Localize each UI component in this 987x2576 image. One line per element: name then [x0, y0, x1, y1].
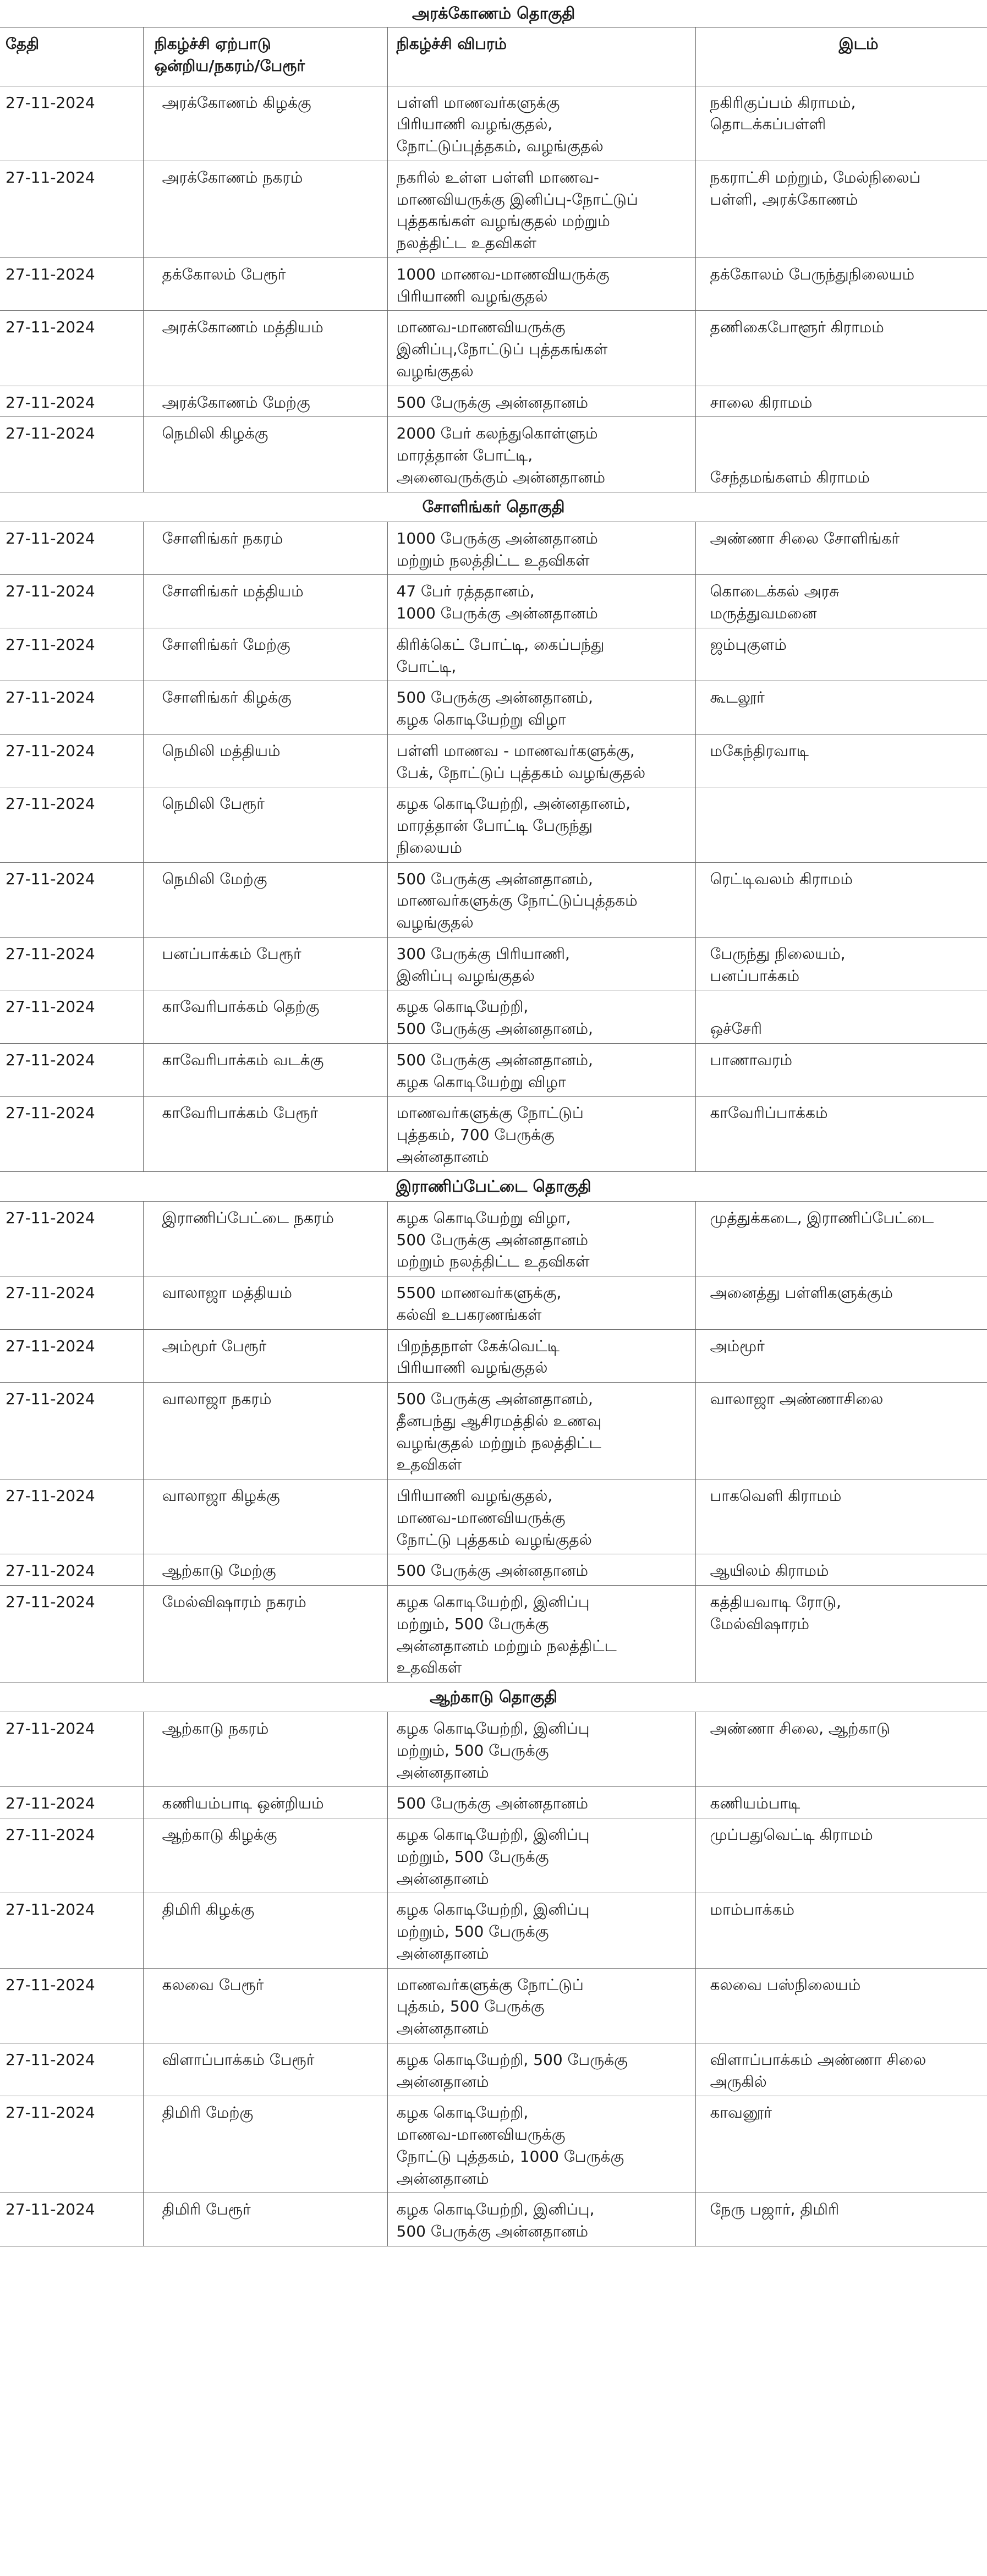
place-cell [695, 734, 987, 787]
organizer-cell: ஆற்காடு நகரம் [143, 1712, 387, 1787]
place-line: மாம்பாக்கம் [710, 1900, 795, 1919]
place-line: நேரு பஜார், திமிரி [710, 2200, 840, 2219]
date-cell: 27-11-2024 [0, 2096, 143, 2193]
event-cell [387, 1043, 695, 1097]
event-line: பிரியாணி வழங்குதல் [396, 1358, 548, 1377]
header-event: நிகழ்ச்சி விபரம் [387, 28, 695, 86]
place-line: ஒச்சேரி [710, 1020, 762, 1038]
organizer-cell: மேல்விஷாரம் நகரம் [143, 1586, 387, 1682]
place-cell [695, 417, 987, 492]
place-cell [695, 1276, 987, 1330]
date-cell: 27-11-2024 [0, 2043, 143, 2096]
event-line: பேக், நோட்டுப் புத்தகம் வழங்குதல் [396, 763, 646, 782]
event-cell [387, 257, 695, 311]
event-line: 500 பேருக்கு அன்னதானம், [396, 1050, 593, 1069]
table-row [0, 257, 987, 311]
place-line: சாலை கிராமம் [710, 393, 813, 412]
date-cell: 27-11-2024 [0, 1201, 143, 1276]
organizer-cell: ஆற்காடு கிழக்கு [143, 1818, 387, 1893]
event-line: அன்னதானம் [396, 1944, 489, 1963]
header-organizer [143, 28, 387, 86]
date-cell: 27-11-2024 [0, 1043, 143, 1097]
date-cell: 27-11-2024 [0, 386, 143, 417]
event-cell [387, 862, 695, 937]
place-cell [695, 1201, 987, 1276]
organizer-cell: சோளிங்கர் மத்தியம் [143, 575, 387, 628]
event-cell [387, 1968, 695, 2043]
date-cell: 27-11-2024 [0, 2193, 143, 2246]
event-cell [387, 1893, 695, 1968]
date-cell: 27-11-2024 [0, 1818, 143, 1893]
date-cell: 27-11-2024 [0, 862, 143, 937]
date-cell: 27-11-2024 [0, 1586, 143, 1682]
organizer-cell: காவேரிபாக்கம் தெற்கு [143, 990, 387, 1044]
date-cell: 27-11-2024 [0, 628, 143, 681]
place-line [710, 996, 982, 1018]
place-line: கொடைக்கல் அரசு [710, 582, 840, 601]
place-cell [695, 1818, 987, 1893]
event-line: வழங்குதல் மற்றும் நலத்திட்ட [396, 1433, 601, 1452]
event-line: மாணவ-மாணவியருக்கு [396, 2125, 566, 2144]
event-line: 500 பேருக்கு அன்னதானம், [396, 869, 593, 888]
place-cell [695, 1893, 987, 1968]
section-title: இராணிப்பேட்டை தொகுதி [0, 1171, 987, 1201]
place-cell [695, 522, 987, 575]
table-row [0, 734, 987, 787]
event-cell [387, 1712, 695, 1787]
event-line: மாரத்தான் போட்டி பேருந்து [396, 816, 593, 835]
event-line: நகரில் உள்ள பள்ளி மாணவ- [396, 168, 600, 187]
date-cell: 27-11-2024 [0, 1968, 143, 2043]
organizer-cell: கலவை பேரூர் [143, 1968, 387, 2043]
event-cell [387, 2096, 695, 2193]
organizer-cell: அரக்கோணம் மேற்கு [143, 386, 387, 417]
event-cell [387, 1097, 695, 1171]
organizer-cell: நெமிலி மத்தியம் [143, 734, 387, 787]
place-line: தொடக்கப்பள்ளி [710, 115, 826, 134]
place-line: அனைத்து பள்ளிகளுக்கும் [710, 1284, 893, 1302]
event-cell [387, 1818, 695, 1893]
event-line: கழக கொடியேற்றி, இனிப்பு [396, 1900, 590, 1919]
table-row [0, 575, 987, 628]
date-cell: 27-11-2024 [0, 161, 143, 257]
event-line: 500 பேருக்கு அன்னதானம் [396, 393, 589, 412]
place-line: மகேந்திரவாடி [710, 741, 809, 760]
organizer-cell: வாலாஜா மத்தியம் [143, 1276, 387, 1330]
event-line: 500 பேருக்கு அன்னதானம் [396, 1794, 589, 1813]
table-body [0, 86, 987, 2246]
table-row [0, 1201, 987, 1276]
event-line: கழக கொடியேற்று விழா [396, 710, 566, 729]
place-cell [695, 1968, 987, 2043]
place-cell [695, 1586, 987, 1682]
event-cell [387, 417, 695, 492]
event-line: நலத்திட்ட உதவிகள் [396, 234, 537, 253]
organizer-cell: காவேரிபாக்கம் வடக்கு [143, 1043, 387, 1097]
event-cell [387, 787, 695, 862]
place-cell [695, 1787, 987, 1818]
event-line: மற்றும், 500 பேருக்கு [396, 1614, 549, 1633]
table-row [0, 2043, 987, 2096]
table-row [0, 386, 987, 417]
event-line: மற்றும், 500 பேருக்கு [396, 1922, 549, 1941]
event-line: பள்ளி மாணவ - மாணவர்களுக்கு, [396, 741, 635, 760]
table-row [0, 1893, 987, 1968]
date-cell: 27-11-2024 [0, 734, 143, 787]
event-line: மற்றும் நலத்திட்ட உதவிகள் [396, 1252, 590, 1271]
place-line: கூடலூர் [710, 688, 765, 707]
event-cell [387, 161, 695, 257]
organizer-cell: திமிரி கிழக்கு [143, 1893, 387, 1968]
date-cell: 27-11-2024 [0, 575, 143, 628]
place-line: பாகவெளி கிராமம் [710, 1487, 842, 1505]
event-cell [387, 86, 695, 161]
table-row [0, 2193, 987, 2246]
table-row [0, 1479, 987, 1554]
event-line: மாணவியருக்கு இனிப்பு-நோட்டுப் [396, 190, 638, 209]
event-cell [387, 681, 695, 735]
event-line: 5500 மாணவர்களுக்கு, [396, 1284, 562, 1302]
event-line: 500 பேருக்கு அன்னதானம், [396, 1390, 593, 1408]
event-cell [387, 1201, 695, 1276]
event-line: நோட்டுப்புத்தகம், வழங்குதல் [396, 137, 604, 156]
place-cell [695, 937, 987, 990]
event-line: மாணவர்களுக்கு நோட்டுப் [396, 1975, 584, 1994]
place-line: ஜம்புகுளம் [710, 635, 787, 654]
event-cell [387, 734, 695, 787]
event-line: மாரத்தான் போட்டி, [396, 446, 533, 465]
date-cell: 27-11-2024 [0, 1276, 143, 1330]
organizer-cell: நெமிலி கிழக்கு [143, 417, 387, 492]
date-cell: 27-11-2024 [0, 1097, 143, 1171]
organizer-cell: திமிரி மேற்கு [143, 2096, 387, 2193]
event-line: கழக கொடியேற்றி, இனிப்பு [396, 1719, 590, 1738]
date-cell: 27-11-2024 [0, 937, 143, 990]
place-cell [695, 311, 987, 386]
table-row [0, 1968, 987, 2043]
section-title: ஆற்காடு தொகுதி [0, 1682, 987, 1712]
event-line: கிரிக்கெட் போட்டி, கைப்பந்து [396, 635, 605, 654]
event-cell [387, 628, 695, 681]
section-header-row [0, 1682, 987, 1712]
place-line: பேருந்து நிலையம், [710, 944, 846, 963]
event-line: 1000 மாணவ-மாணவியருக்கு [396, 265, 610, 283]
table-row [0, 937, 987, 990]
event-cell [387, 1787, 695, 1818]
event-cell [387, 2193, 695, 2246]
header-organizer-line1: நிகழ்ச்சி ஏற்பாடு [154, 35, 271, 53]
place-line: ரெட்டிவலம் கிராமம் [710, 869, 853, 888]
section-title: சோளிங்கர் தொகுதி [0, 492, 987, 522]
event-line: புத்தகங்கள் வழங்குதல் மற்றும் [396, 212, 610, 231]
event-line: 500 பேருக்கு அன்னதானம், [396, 688, 593, 707]
date-cell: 27-11-2024 [0, 522, 143, 575]
event-line: 2000 பேர் கலந்துகொள்ளும் [396, 424, 598, 443]
event-line: புத்தகம், 700 பேருக்கு [396, 1126, 555, 1144]
place-cell [695, 2043, 987, 2096]
place-cell [695, 1554, 987, 1586]
place-cell [695, 1097, 987, 1171]
place-line: மருத்துவமனை [710, 604, 817, 623]
event-cell [387, 2043, 695, 2096]
header-place: இடம் [695, 28, 987, 86]
table-row [0, 681, 987, 735]
organizer-cell: அரக்கோணம் மத்தியம் [143, 311, 387, 386]
document-title-row [0, 0, 987, 28]
event-line: 500 பேருக்கு அன்னதானம், [396, 1020, 593, 1038]
event-cell [387, 937, 695, 990]
event-line: பிரியாணி வழங்குதல், [396, 115, 553, 134]
place-line: தக்கோலம் பேருந்துநிலையம் [710, 265, 915, 283]
date-cell: 27-11-2024 [0, 1383, 143, 1479]
place-line: பாணாவரம் [710, 1050, 793, 1069]
event-line: 300 பேருக்கு பிரியாணி, [396, 944, 570, 963]
place-cell [695, 161, 987, 257]
organizer-cell: இராணிப்பேட்டை நகரம் [143, 1201, 387, 1276]
organizer-cell: அரக்கோணம் நகரம் [143, 161, 387, 257]
organizer-cell: பனப்பாக்கம் பேரூர் [143, 937, 387, 990]
table-row [0, 311, 987, 386]
event-line: பிரியாணி வழங்குதல், [396, 1487, 553, 1505]
event-cell [387, 1383, 695, 1479]
event-line: கழக கொடியேற்றி, [396, 2103, 529, 2122]
place-cell [695, 1479, 987, 1554]
event-cell [387, 311, 695, 386]
event-line: கழக கொடியேற்று விழா [396, 1072, 566, 1091]
table-row [0, 628, 987, 681]
date-cell: 27-11-2024 [0, 681, 143, 735]
place-line: சேந்தமங்களம் கிராமம் [710, 468, 870, 486]
place-line: மேல்விஷாரம் [710, 1614, 809, 1633]
table-row [0, 862, 987, 937]
event-line: கழக கொடியேற்றி, 500 பேருக்கு [396, 2050, 628, 2069]
place-line: முப்பதுவெட்டி கிராமம் [710, 1826, 873, 1844]
event-line: போட்டி, [396, 657, 457, 676]
event-line: அன்னதானம் [396, 1869, 489, 1888]
event-line: 500 பேருக்கு அன்னதானம் [396, 1561, 589, 1580]
table-row [0, 1097, 987, 1171]
event-line: நோட்டு புத்தகம் வழங்குதல் [396, 1530, 592, 1549]
table-row [0, 417, 987, 492]
event-line: பிறந்தநாள் கேக்வெட்டி [396, 1336, 560, 1355]
place-line: நகராட்சி மற்றும், மேல்நிலைப் [710, 168, 921, 187]
place-line: கணியம்பாடி [710, 1794, 800, 1813]
table-row [0, 990, 987, 1044]
place-cell [695, 862, 987, 937]
place-cell [695, 2193, 987, 2246]
place-line: நகிரிகுப்பம் கிராமம், [710, 93, 856, 112]
organizer-cell: அம்மூர் பேரூர் [143, 1329, 387, 1383]
date-cell: 27-11-2024 [0, 787, 143, 862]
table-row [0, 1818, 987, 1893]
event-cell [387, 1586, 695, 1682]
event-line: கழக கொடியேற்றி, அன்னதானம், [396, 794, 631, 813]
event-cell [387, 575, 695, 628]
event-line: 500 பேருக்கு அன்னதானம் [396, 2222, 589, 2241]
event-line: அன்னதானம் [396, 2072, 489, 2091]
place-cell [695, 681, 987, 735]
date-cell: 27-11-2024 [0, 1479, 143, 1554]
table-row [0, 1383, 987, 1479]
place-cell [695, 1712, 987, 1787]
event-line: கழக கொடியேற்று விழா, [396, 1208, 571, 1227]
organizer-cell: விளாப்பாக்கம் பேரூர் [143, 2043, 387, 2096]
place-line [710, 445, 982, 467]
event-line: அன்னதானம் [396, 1763, 489, 1782]
event-line: அனைவருக்கும் அன்னதானம் [396, 468, 606, 486]
event-line: அன்னதானம் [396, 1147, 489, 1166]
place-line: முத்துக்கடை, இராணிப்பேட்டை [710, 1208, 934, 1227]
event-line: பிரியாணி வழங்குதல் [396, 287, 548, 305]
organizer-cell: சோளிங்கர் மேற்கு [143, 628, 387, 681]
organizer-cell: திமிரி பேரூர் [143, 2193, 387, 2246]
table-row [0, 86, 987, 161]
place-cell [695, 575, 987, 628]
organizer-cell: நெமிலி பேரூர் [143, 787, 387, 862]
event-line: புத்கம், 500 பேருக்கு [396, 1997, 545, 2016]
table-row [0, 1329, 987, 1383]
table-row [0, 787, 987, 862]
organizer-cell: சோளிங்கர் நகரம் [143, 522, 387, 575]
event-line: இனிப்பு வழங்குதல் [396, 966, 535, 985]
event-line: மாணவ-மாணவியருக்கு [396, 1508, 566, 1527]
table-row [0, 1787, 987, 1818]
place-line: கலவை பஸ்நிலையம் [710, 1975, 861, 1994]
organizer-cell: ஆற்காடு மேற்கு [143, 1554, 387, 1586]
place-cell [695, 787, 987, 862]
place-line: காவனூர் [710, 2103, 772, 2122]
place-line: ஆயிலம் கிராமம் [710, 1561, 829, 1580]
event-line: பள்ளி மாணவர்களுக்கு [396, 93, 560, 112]
place-cell [695, 2096, 987, 2193]
date-cell: 27-11-2024 [0, 311, 143, 386]
event-line: தீனபந்து ஆசிரமத்தில் உணவு [396, 1411, 602, 1430]
document-title: அரக்கோணம் தொகுதி [0, 0, 987, 28]
event-line: கழக கொடியேற்றி, இனிப்பு, [396, 2200, 595, 2219]
place-line: அண்ணா சிலை, ஆற்காடு [710, 1719, 890, 1738]
place-line: வாலாஜா அண்ணாசிலை [710, 1390, 884, 1408]
table-row [0, 522, 987, 575]
header-organizer-line2: ஒன்றிய/நகரம்/பேரூர் [154, 56, 305, 75]
organizer-cell: அரக்கோணம் கிழக்கு [143, 86, 387, 161]
place-line: தணிகைபோளூர் கிராமம் [710, 318, 884, 337]
place-cell [695, 1329, 987, 1383]
event-line: வழங்குதல் [396, 913, 474, 932]
event-line: இனிப்பு,நோட்டுப் புத்தகங்கள் [396, 340, 608, 359]
organizer-cell: கணியம்பாடி ஒன்றியம் [143, 1787, 387, 1818]
event-line: 47 பேர் ரத்ததானம், [396, 582, 535, 601]
place-cell [695, 257, 987, 311]
place-cell [695, 1043, 987, 1097]
event-line: நோட்டு புத்தகம், 1000 பேருக்கு [396, 2147, 624, 2166]
place-line: அருகில் [710, 2072, 767, 2091]
date-cell: 27-11-2024 [0, 1554, 143, 1586]
section-header-row [0, 1171, 987, 1201]
event-cell [387, 522, 695, 575]
section-header-row [0, 492, 987, 522]
event-line: அன்னதானம் [396, 2169, 489, 2188]
place-line: அண்ணா சிலை சோளிங்கர் [710, 529, 900, 547]
place-cell [695, 628, 987, 681]
event-line: மற்றும், 500 பேருக்கு [396, 1741, 549, 1760]
event-cell [387, 1554, 695, 1586]
event-line: மற்றும், 500 பேருக்கு [396, 1847, 549, 1866]
event-cell [387, 1276, 695, 1330]
place-cell [695, 990, 987, 1044]
place-line: அம்மூர் [710, 1336, 765, 1355]
date-cell: 27-11-2024 [0, 1787, 143, 1818]
event-line: மற்றும் நலத்திட்ட உதவிகள் [396, 551, 590, 569]
table-row [0, 161, 987, 257]
place-line: காவேரிப்பாக்கம் [710, 1104, 828, 1122]
date-cell: 27-11-2024 [0, 257, 143, 311]
place-cell [695, 86, 987, 161]
organizer-cell: காவேரிபாக்கம் பேரூர் [143, 1097, 387, 1171]
event-line: 500 பேருக்கு அன்னதானம் [396, 1230, 589, 1249]
date-cell: 27-11-2024 [0, 1893, 143, 1968]
event-line: உதவிகள் [396, 1455, 462, 1474]
event-cell [387, 1329, 695, 1383]
event-cell [387, 386, 695, 417]
place-line [710, 423, 982, 445]
event-line: மாணவர்களுக்கு நோட்டுப்புத்தகம் [396, 891, 638, 910]
date-cell: 27-11-2024 [0, 1712, 143, 1787]
event-line: நிலையம் [396, 838, 462, 857]
event-line: அன்னதானம் மற்றும் நலத்திட்ட [396, 1636, 617, 1655]
organizer-cell: சோளிங்கர் கிழக்கு [143, 681, 387, 735]
date-cell: 27-11-2024 [0, 1329, 143, 1383]
date-cell: 27-11-2024 [0, 86, 143, 161]
event-line: உதவிகள் [396, 1658, 462, 1677]
organizer-cell: நெமிலி மேற்கு [143, 862, 387, 937]
place-line: பள்ளி, அரக்கோணம் [710, 190, 858, 209]
organizer-cell: வாலாஜா நகரம் [143, 1383, 387, 1479]
event-line: கழக கொடியேற்றி, [396, 997, 529, 1016]
date-cell: 27-11-2024 [0, 990, 143, 1044]
table-header-row [0, 28, 987, 86]
event-line: வழங்குதல் [396, 361, 474, 380]
place-line: பனப்பாக்கம் [710, 966, 800, 985]
event-line: கழக கொடியேற்றி, இனிப்பு [396, 1826, 590, 1844]
event-cell [387, 1479, 695, 1554]
table-row [0, 2096, 987, 2193]
event-cell [387, 990, 695, 1044]
event-line: கல்வி உபகரணங்கள் [396, 1305, 542, 1324]
place-line: கத்தியவாடி ரோடு, [710, 1593, 842, 1612]
event-line: மாணவ-மாணவியருக்கு [396, 318, 566, 337]
organizer-cell: வாலாஜா கிழக்கு [143, 1479, 387, 1554]
table-row [0, 1586, 987, 1682]
place-line [710, 793, 982, 815]
date-cell: 27-11-2024 [0, 417, 143, 492]
header-date: தேதி [0, 28, 143, 86]
event-line: 1000 பேருக்கு அன்னதானம் [396, 529, 598, 547]
event-line: 1000 பேருக்கு அன்னதானம் [396, 604, 598, 623]
table-row [0, 1554, 987, 1586]
organizer-cell: தக்கோலம் பேரூர் [143, 257, 387, 311]
place-line: விளாப்பாக்கம் அண்ணா சிலை [710, 2050, 926, 2069]
event-line: மாணவர்களுக்கு நோட்டுப் [396, 1104, 584, 1122]
table-row [0, 1043, 987, 1097]
event-line: கழக கொடியேற்றி, இனிப்பு [396, 1593, 590, 1612]
place-cell [695, 386, 987, 417]
event-line: அன்னதானம் [396, 2019, 489, 2038]
place-cell [695, 1383, 987, 1479]
table-row [0, 1276, 987, 1330]
table-row [0, 1712, 987, 1787]
